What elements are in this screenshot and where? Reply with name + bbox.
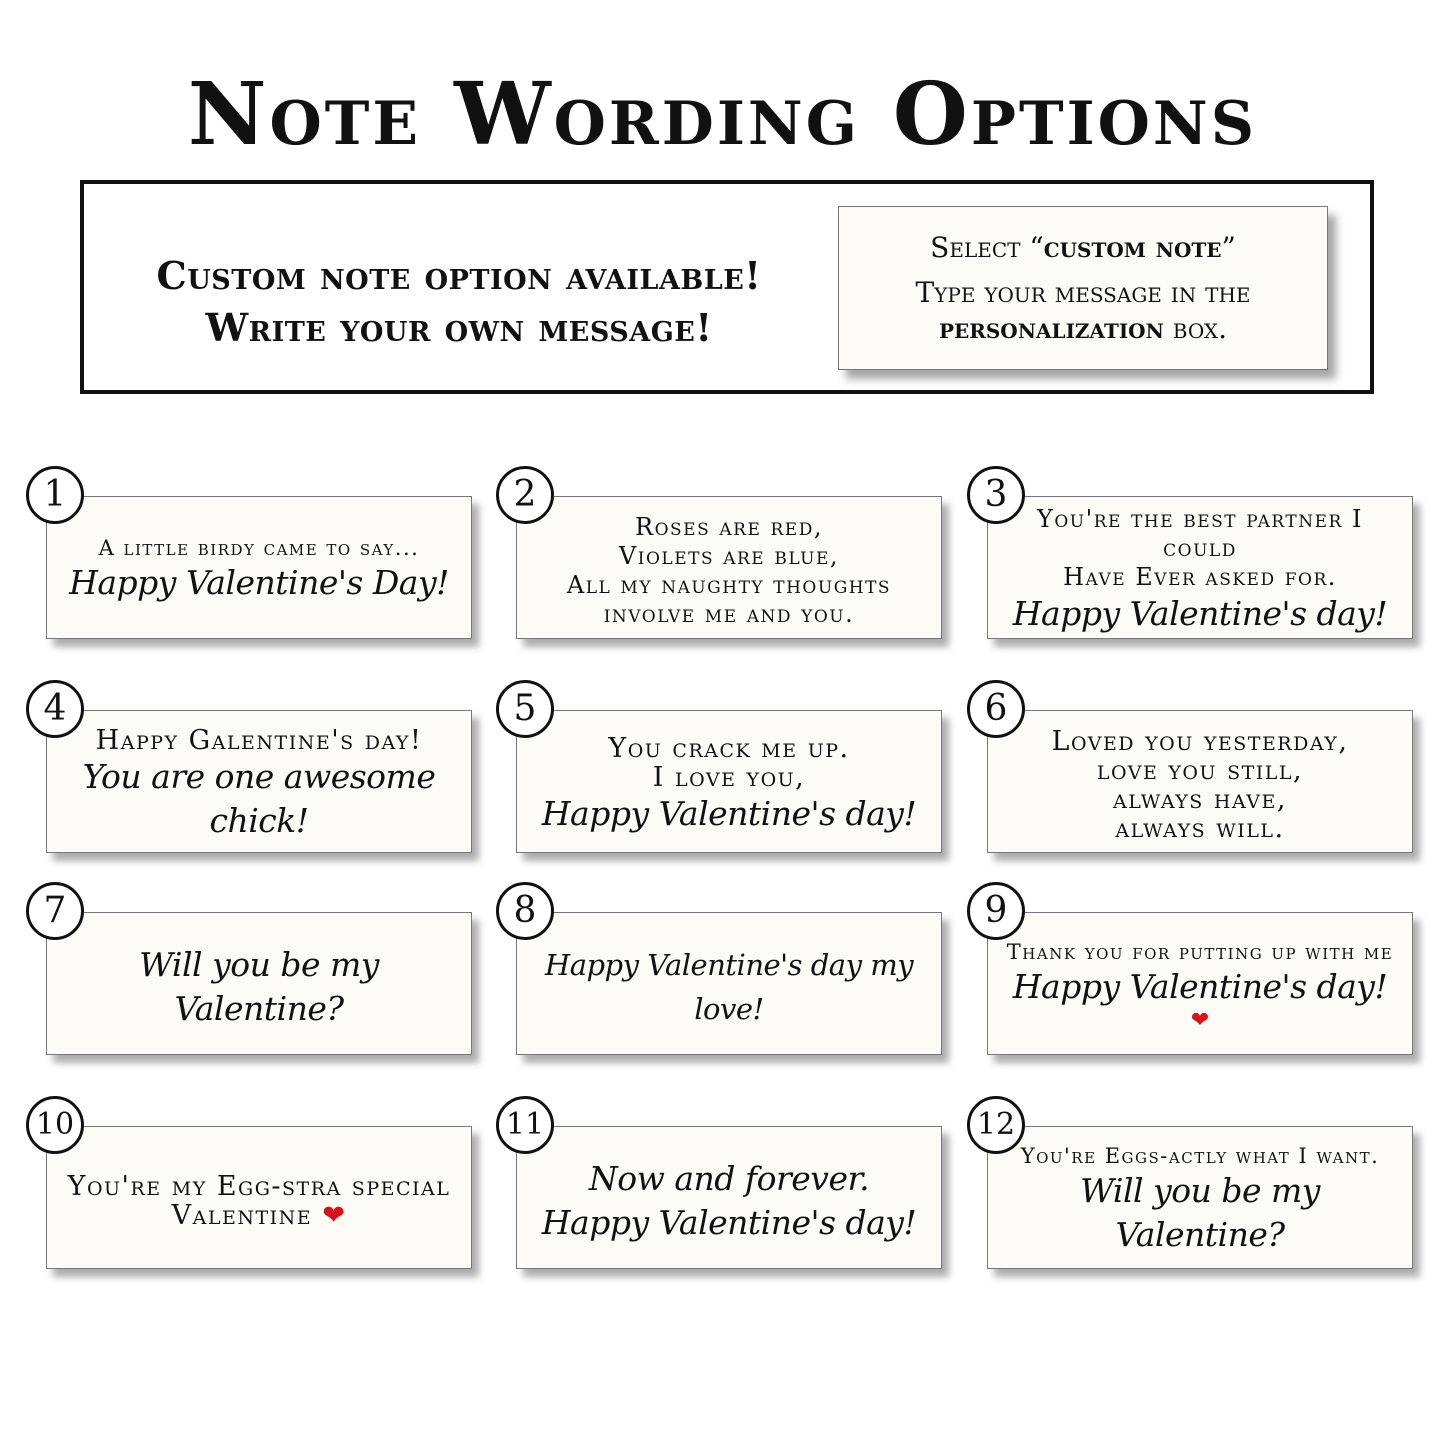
option-caps-line: Thank you for putting up with me <box>1006 940 1394 964</box>
custom-note-keyword: custom note <box>1043 231 1222 264</box>
option-caps-line: Have Ever asked for. <box>1063 563 1337 591</box>
select-suffix: ” <box>1221 231 1236 264</box>
heart-icon: ❤ <box>1190 1008 1210 1033</box>
option-number-badge: 11 <box>496 1096 554 1154</box>
option-number-badge: 4 <box>26 680 84 738</box>
custom-note-announcement <box>114 250 804 354</box>
option-caps-line: All my naughty thoughts <box>566 570 892 599</box>
option-script-line: Happy Valentine's day my love! <box>544 947 914 1026</box>
wording-option-card <box>987 496 1413 639</box>
option-script-line: Happy Valentine's Day! <box>69 563 449 602</box>
option-number-badge: 3 <box>967 466 1025 524</box>
option-number-badge: 8 <box>496 882 554 940</box>
option-caps-line: A little birdy came to say... <box>98 536 420 560</box>
wording-option-card <box>987 1126 1413 1269</box>
option-script-line: Happy Valentine's day! <box>541 1202 917 1242</box>
option-number-badge: 9 <box>967 882 1025 940</box>
option-caps-line: always will. <box>1115 812 1285 844</box>
custom-note-line-2: Write your own message! <box>205 305 713 350</box>
option-caps-text: Valentine <box>171 1199 313 1231</box>
option-caps-line: You crack me up. <box>608 732 850 764</box>
wording-option-card <box>987 710 1413 853</box>
option-number-badge: 12 <box>967 1096 1025 1154</box>
wording-option-card <box>46 912 472 1055</box>
option-caps-line: You're Eggs-actly what I want. <box>1020 1144 1380 1168</box>
option-caps-line: You're the best partner I could <box>1037 505 1363 562</box>
option-caps-line: I love you, <box>652 761 806 793</box>
option-number-badge: 1 <box>26 466 84 524</box>
select-instruction <box>839 227 1327 269</box>
custom-note-banner <box>80 180 1374 394</box>
personalization-keyword: personalization <box>938 312 1164 345</box>
option-number-badge: 7 <box>26 882 84 940</box>
option-caps-line: involve me and you. <box>603 599 855 628</box>
option-script-line: Now and forever. <box>588 1158 870 1198</box>
custom-note-line-1: Custom note option available! <box>156 253 762 298</box>
option-script-line: Happy Valentine's day! <box>1012 594 1388 633</box>
wording-option-card <box>516 710 942 853</box>
type-instruction: Type your message in the <box>915 276 1251 309</box>
box-word: box. <box>1163 312 1228 345</box>
option-caps-line <box>172 1201 347 1230</box>
option-number-badge: 2 <box>496 466 554 524</box>
select-prefix: Select “ <box>930 231 1044 264</box>
page-title: Note Wording Options <box>187 64 1258 165</box>
option-script-line: Happy Valentine's day! <box>1012 967 1388 1006</box>
option-number-badge: 5 <box>496 680 554 738</box>
option-number-badge: 10 <box>26 1096 84 1154</box>
wording-option-card <box>987 912 1413 1055</box>
wording-option-card <box>516 912 942 1055</box>
option-caps-line: always have, <box>1113 783 1287 815</box>
option-script-line: Happy Valentine's day! <box>541 793 917 833</box>
wording-option-card <box>46 1126 472 1269</box>
wording-option-card <box>46 710 472 853</box>
heart-icon: ❤ <box>312 1199 347 1231</box>
option-number-badge: 6 <box>967 680 1025 738</box>
wording-option-card <box>46 496 472 639</box>
option-script-line: You are one awesome chick! <box>82 757 436 840</box>
personalization-instruction <box>839 311 1327 347</box>
option-caps-line: Loved you yesterday, <box>1051 725 1349 757</box>
option-caps-line: love you still, <box>1096 754 1304 786</box>
custom-note-instructions <box>838 206 1328 370</box>
option-caps-line: Violets are blue, <box>618 541 840 570</box>
option-caps-line: Roses are red, <box>635 512 823 541</box>
wording-option-card <box>516 496 942 639</box>
option-caps-line: Happy Galentine's day! <box>95 725 423 756</box>
option-script-line: Will you be my Valentine? <box>139 944 379 1028</box>
wording-option-card <box>516 1126 942 1269</box>
option-script-line: Will you be my Valentine? <box>1080 1171 1320 1254</box>
option-caps-line: You're my Egg-stra special <box>67 1170 451 1202</box>
